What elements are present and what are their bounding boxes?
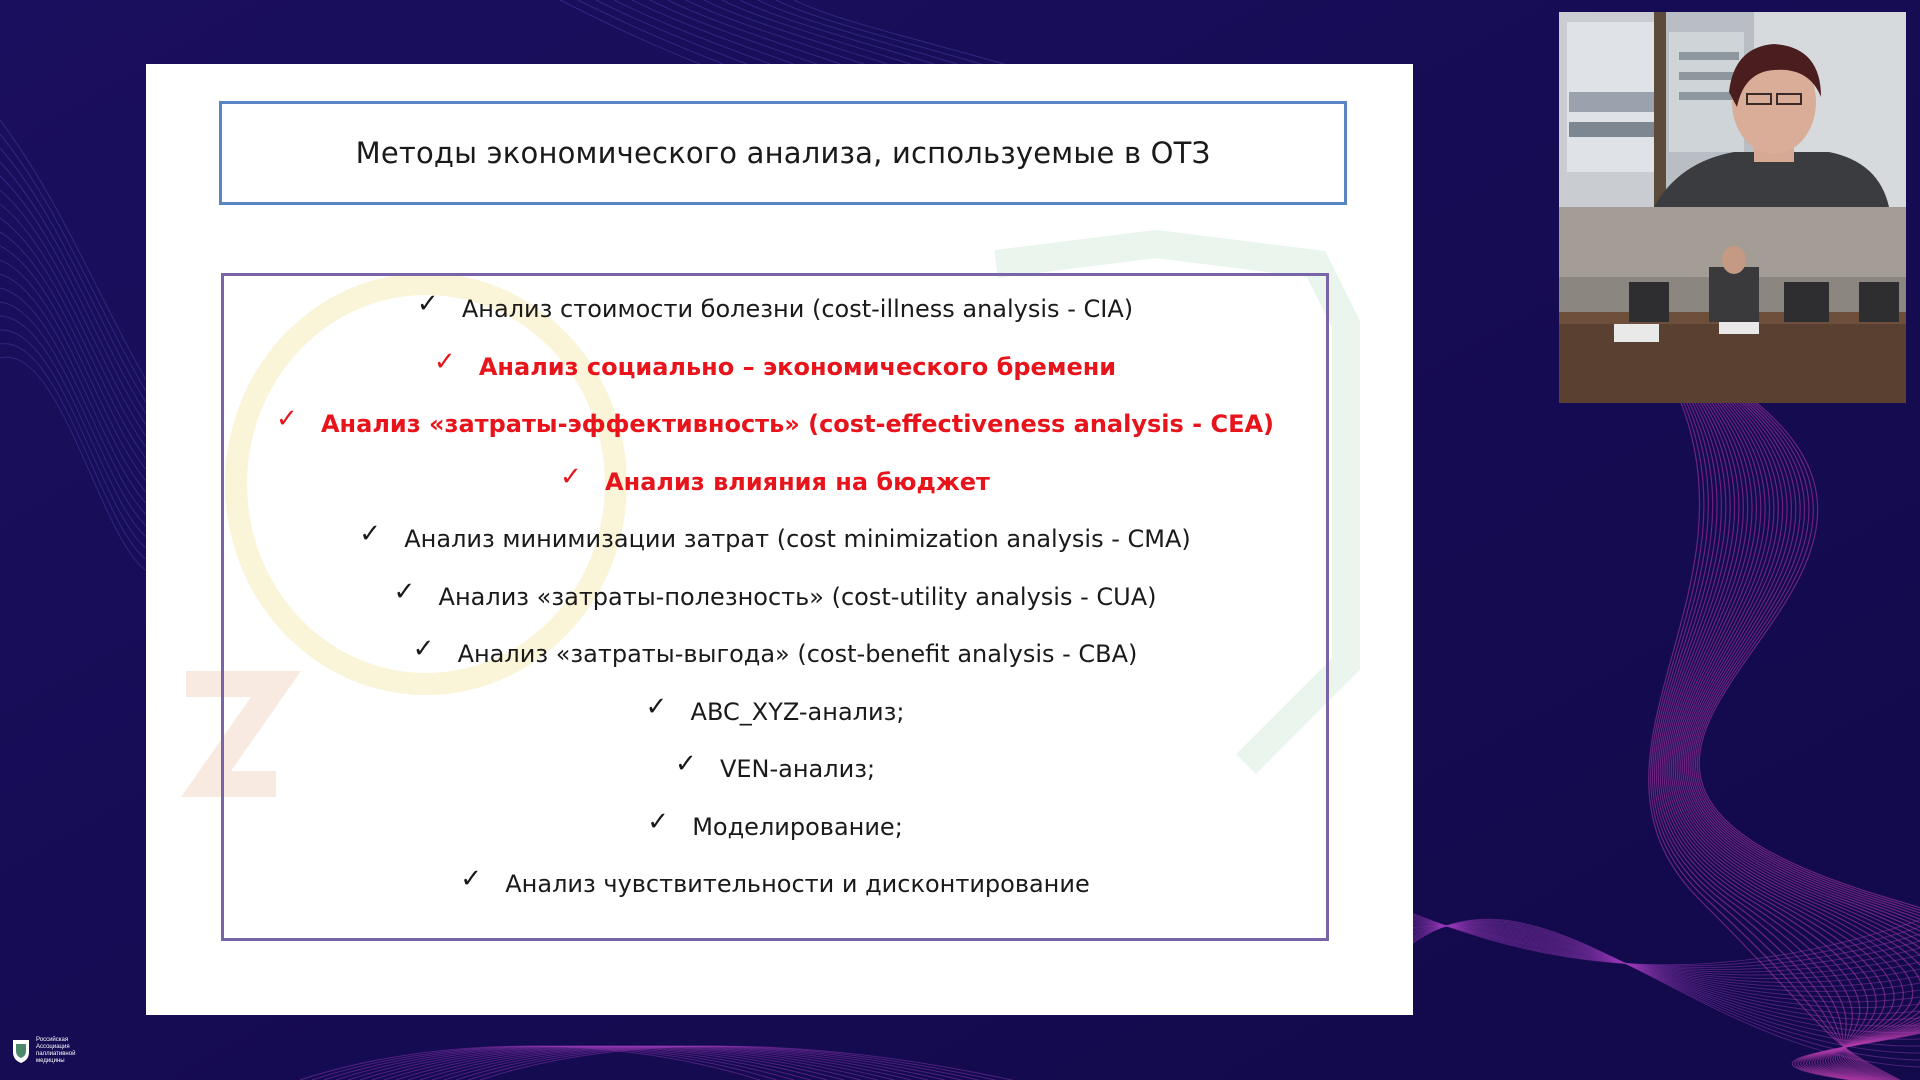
list-item-text: Анализ влияния на бюджет (605, 467, 990, 496)
checkmark-icon: ✓ (275, 404, 298, 434)
list-item-text: Анализ минимизации затрат (cost minimization analysis - CMA) (404, 525, 1191, 553)
list-item-text: Анализ «затраты-выгода» (cost-benefit analysis - CBA) (457, 640, 1138, 668)
list-item-text: Анализ «затраты-полезность» (cost-utility analysis - CUA) (438, 582, 1157, 611)
checkmark-icon: ✓ (674, 749, 697, 779)
list-item-text: Анализ социально – экономического бремени (478, 352, 1117, 381)
association-logo (11, 1037, 84, 1065)
list-item-text: Анализ чувствительности и дисконтирование (505, 870, 1090, 898)
shield-icon (11, 1038, 31, 1064)
checkmark-icon: ✓ (412, 634, 435, 664)
presentation-slide (146, 64, 1413, 1015)
slide-title: Методы экономического анализа, используемые в ОТЗ (355, 136, 1211, 170)
list-item-text: Анализ «затраты-эффективность» (cost-effectiveness analysis - CEA) (320, 410, 1275, 438)
list-item (224, 402, 1326, 446)
list-item (224, 632, 1326, 676)
list-item (224, 862, 1326, 906)
list-item (224, 805, 1326, 849)
logo-line: Ассоциация (36, 1044, 70, 1050)
checkmark-icon: ✓ (460, 864, 483, 894)
checkmark-icon: ✓ (393, 576, 416, 607)
list-item-text: Анализ стоимости болезни (cost-illness analysis - CIA) (461, 295, 1134, 323)
list-item (224, 575, 1326, 619)
list-item (224, 460, 1326, 504)
checkmark-icon: ✓ (359, 519, 382, 549)
list-item-text: ABC_XYZ-анализ; (690, 697, 905, 726)
list-item-text: VEN-анализ; (719, 755, 876, 783)
checkmark-icon: ✓ (433, 346, 456, 377)
checkmark-icon: ✓ (647, 806, 669, 837)
slide-title-box (219, 101, 1347, 205)
logo-line: паллиативной (36, 1051, 76, 1057)
logo-line: медицины (36, 1058, 65, 1064)
camera-feed-image (1559, 12, 1906, 403)
logo-line: Российская (36, 1037, 69, 1043)
checkmark-icon: ✓ (560, 461, 582, 492)
list-item (224, 287, 1326, 331)
speaker-video-feed[interactable] (1559, 12, 1906, 403)
list-item-text: Моделирование; (692, 812, 903, 841)
checkmark-icon: ✓ (416, 289, 439, 319)
list-item (224, 345, 1326, 389)
logo-text (36, 1037, 84, 1065)
methods-list (221, 273, 1329, 941)
list-item (224, 517, 1326, 561)
list-item (224, 690, 1326, 734)
list-item (224, 747, 1326, 791)
checkmark-icon: ✓ (645, 691, 668, 722)
